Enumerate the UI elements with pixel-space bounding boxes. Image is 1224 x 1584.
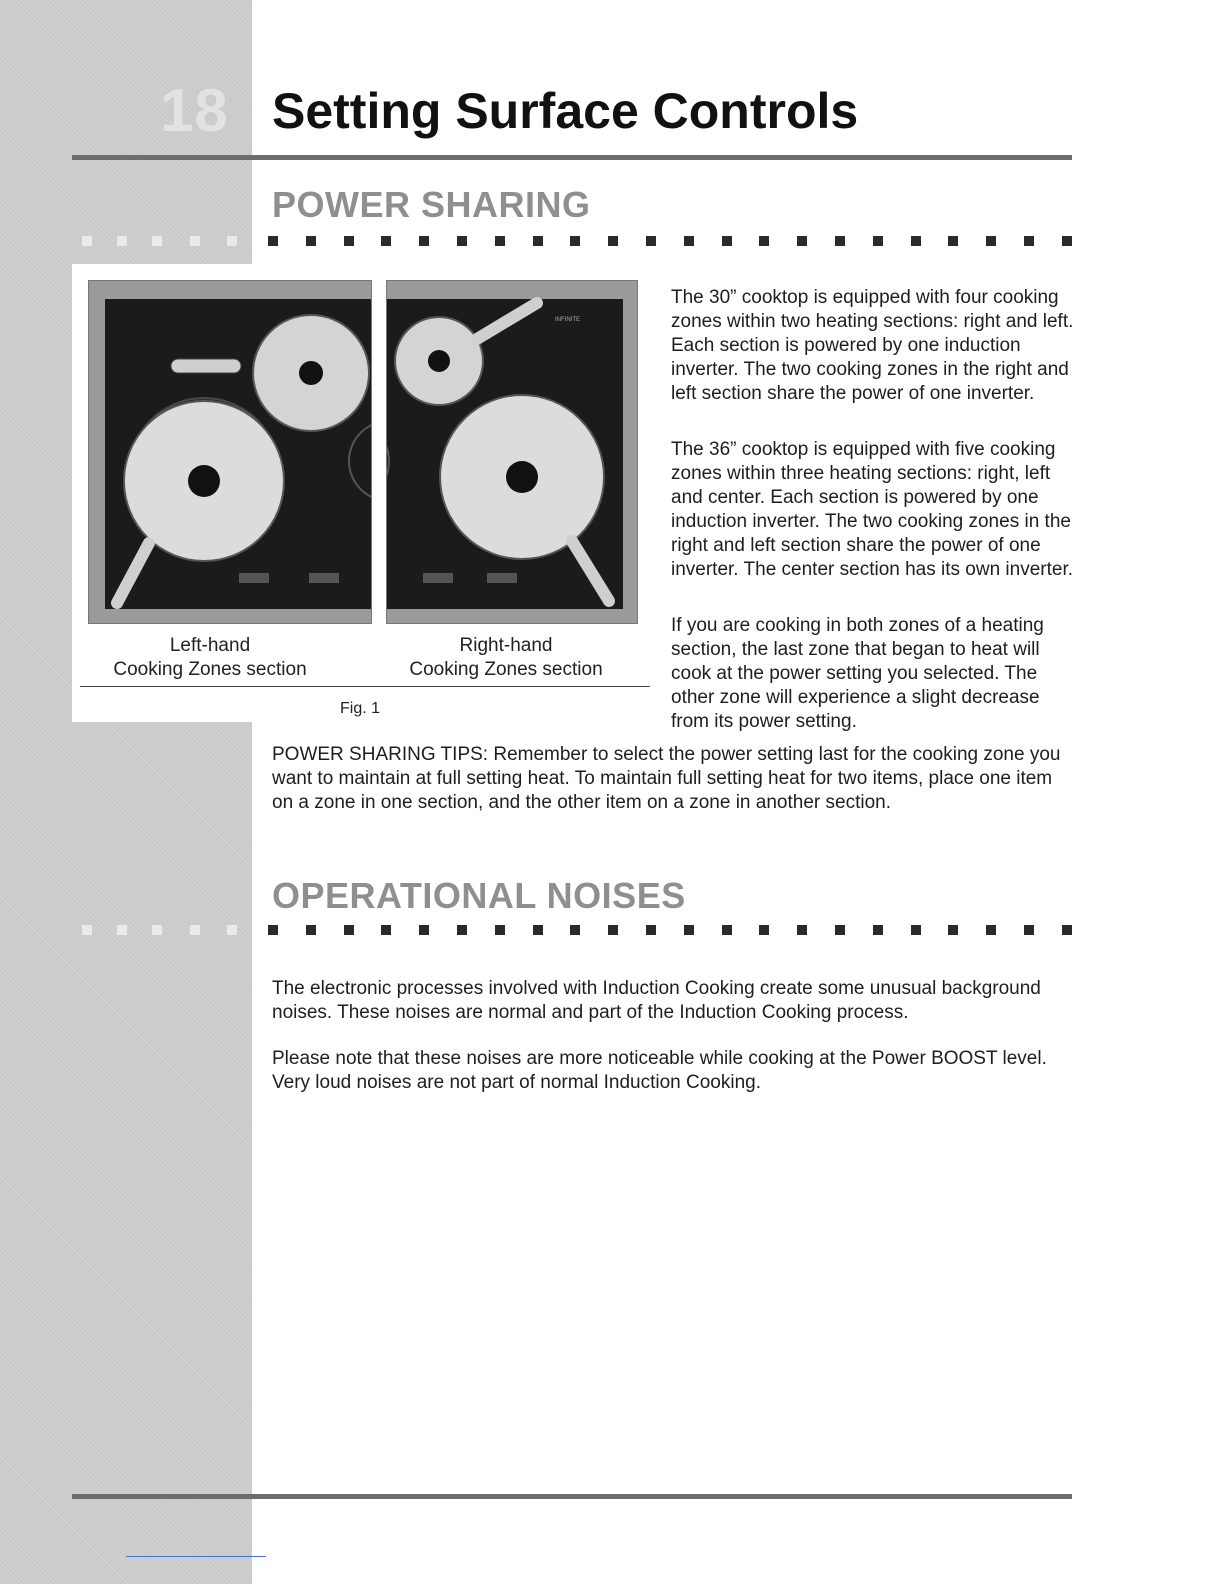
- divider-dot: [419, 236, 429, 246]
- divider-dot: [646, 236, 656, 246]
- divider-dot: [227, 925, 237, 935]
- footer-rule: [72, 1494, 1072, 1499]
- divider-dot: [911, 925, 921, 935]
- page-title: Setting Surface Controls: [272, 83, 859, 139]
- operational-noises-heading: OPERATIONAL NOISES: [272, 875, 686, 916]
- divider-dot: [1062, 925, 1072, 935]
- figure-caption-rule: [80, 686, 650, 687]
- divider-dot: [608, 236, 618, 246]
- divider-dot: [381, 236, 391, 246]
- left-caption-line1: Left-hand: [169, 635, 251, 656]
- left-zone-caption: [92, 634, 328, 682]
- operational-noises-paragraph-1: The electronic processes involved with Induction Cooking create some unusual background noises. These noises are normal and part of the Induction Cooking process.: [272, 978, 1041, 1023]
- power-sharing-paragraph-3: If you are cooking in both zones of a heating section, the last zone that began to heat will cook at the power setting you selected. The other zone will experience a slight decrease from its power setting.: [671, 615, 1044, 732]
- power-sharing-paragraph-1: The 30” cooktop is equipped with four cooking zones within two heating sections: right and left. Each section is powered by one induction inverter. The two cooking zones in the right and left section share the power of one inverter.: [671, 287, 1074, 404]
- divider-dot: [684, 925, 694, 935]
- divider-dot: [495, 236, 505, 246]
- divider-dot: [759, 236, 769, 246]
- divider-dot: [873, 236, 883, 246]
- divider-dot: [344, 236, 354, 246]
- divider-dot: [986, 925, 996, 935]
- divider-dot: [457, 236, 467, 246]
- divider-dot: [873, 925, 883, 935]
- figure-1: [72, 264, 648, 722]
- header-rule: [72, 155, 1072, 160]
- operational-noises-dot-divider: [72, 925, 1072, 937]
- divider-dot: [227, 236, 237, 246]
- right-caption-line2: Cooking Zones section: [409, 659, 603, 680]
- divider-dot: [419, 925, 429, 935]
- left-caption-line2: Cooking Zones section: [113, 659, 307, 680]
- divider-dot: [306, 236, 316, 246]
- divider-dot: [759, 925, 769, 935]
- divider-dot: [306, 925, 316, 935]
- divider-dot: [495, 925, 505, 935]
- divider-dot: [117, 236, 127, 246]
- divider-dot: [835, 236, 845, 246]
- divider-dot: [152, 925, 162, 935]
- divider-dot: [948, 236, 958, 246]
- right-caption-line1: Right-hand: [459, 635, 553, 656]
- divider-dot: [1024, 925, 1034, 935]
- divider-dot: [82, 925, 92, 935]
- divider-dot: [381, 925, 391, 935]
- power-sharing-paragraph-2: The 36” cooktop is equipped with five cooking zones within three heating sections: right, left and center. Each section is powered by one induction inverter. The two cooking zones in the right and left section share the power of one inverter. The center section has its own inverter.: [671, 439, 1074, 580]
- divider-dot: [533, 236, 543, 246]
- divider-dot: [117, 925, 127, 935]
- operational-noises-paragraph-2: Please note that these noises are more noticeable while cooking at the Power BOOST level. Very loud noises are not part of normal Induction Cooking.: [272, 1048, 1047, 1093]
- divider-dot: [570, 925, 580, 935]
- figure-label: Fig. 1: [340, 700, 381, 717]
- divider-dot: [608, 925, 618, 935]
- brand-mark: INFINITE: [555, 317, 580, 323]
- page-number: 18: [160, 77, 229, 144]
- divider-dot: [82, 236, 92, 246]
- divider-dot: [797, 236, 807, 246]
- divider-dot: [268, 925, 278, 935]
- divider-dot: [986, 236, 996, 246]
- divider-dot: [722, 925, 732, 935]
- divider-dot: [797, 925, 807, 935]
- power-sharing-tips: POWER SHARING TIPS: Remember to select the power setting last for the cooking zone you want to maintain at full setting heat. To maintain full setting heat for two items, place one item on a zone in one section, and the other item on a zone in another section.: [272, 744, 1061, 813]
- divider-dot: [1062, 236, 1072, 246]
- right-cooktop-image: [386, 280, 638, 624]
- divider-dot: [268, 236, 278, 246]
- divider-dot: [190, 925, 200, 935]
- divider-dot: [570, 236, 580, 246]
- left-cooktop-image: [88, 280, 372, 624]
- divider-dot: [722, 236, 732, 246]
- divider-dot: [152, 236, 162, 246]
- power-sharing-heading: POWER SHARING: [272, 184, 591, 225]
- divider-dot: [533, 925, 543, 935]
- divider-dot: [911, 236, 921, 246]
- divider-dot: [1024, 236, 1034, 246]
- divider-dot: [344, 925, 354, 935]
- divider-dot: [948, 925, 958, 935]
- divider-dot: [457, 925, 467, 935]
- divider-dot: [835, 925, 845, 935]
- right-zone-caption: [390, 634, 622, 682]
- footer-link-underline: [126, 1556, 266, 1557]
- power-sharing-dot-divider: [72, 236, 1072, 248]
- divider-dot: [190, 236, 200, 246]
- divider-dot: [646, 925, 656, 935]
- divider-dot: [684, 236, 694, 246]
